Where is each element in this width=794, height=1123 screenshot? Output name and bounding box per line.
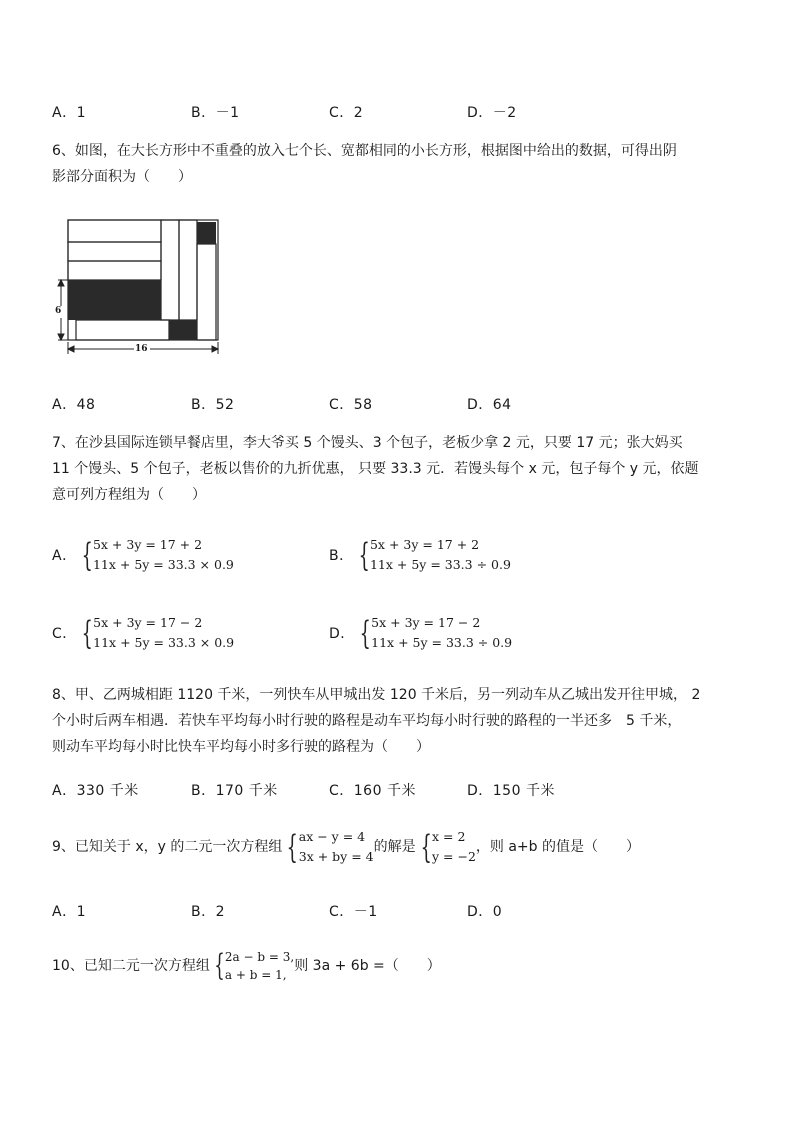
q10-suffix: 则 3a + 6b =（ ） <box>294 958 441 974</box>
q7-option-d-system <box>371 613 512 653</box>
brace-icon: { <box>359 614 371 652</box>
q7-option-d-label: D． <box>329 626 355 642</box>
q7-option-c-system <box>93 613 234 653</box>
q7-text-line3: 意可列方程组为（ ） <box>52 487 206 503</box>
q9-option-a: A．1 <box>52 904 86 920</box>
q9-option-c: C．－1 <box>329 904 378 920</box>
q9-suffix: ，则 a+b 的值是（ ） <box>475 839 641 855</box>
q10-system <box>225 948 294 984</box>
q8-option-c: C．160 千米 <box>329 783 416 799</box>
q7-option-b-eq2: 11x + 5y = 33.3 ÷ 0.9 <box>369 557 511 572</box>
q9-middle: 的解是 <box>373 839 416 855</box>
q7-option-d-eq2: 11x + 5y = 33.3 ÷ 0.9 <box>371 635 513 650</box>
q10-question <box>52 948 441 984</box>
q8-option-b: B．170 千米 <box>191 783 278 799</box>
q7-option-a-system <box>93 535 234 575</box>
q7-option-c-eq2: 11x + 5y = 33.3 × 0.9 <box>93 635 235 650</box>
q6-text-line2: 影部分面积为（ ） <box>52 169 192 185</box>
q6-option-c: C．58 <box>329 397 373 413</box>
q7-option-c-eq1: 5x + 3y = 17 − 2 <box>93 615 203 630</box>
q7-text-line2: 11 个馒头、5 个包子，老板以售价的九折优惠， 只要 33.3 元．若馒头每个 x 元，包子每个 y 元，依题 <box>52 461 699 477</box>
q9-option-d: D．0 <box>467 904 503 920</box>
small-rect-2 <box>68 242 161 261</box>
q9-solution <box>432 827 476 867</box>
q9-system <box>299 827 374 867</box>
q7-option-a-label: A． <box>52 548 77 564</box>
q8-option-d: D．150 千米 <box>467 783 555 799</box>
small-rect-7 <box>76 320 169 340</box>
small-rect-5 <box>179 220 197 320</box>
brace-icon: { <box>358 536 370 574</box>
q8-text-line3: 则动车平均每小时比快车平均每小时多行驶的路程为（ ） <box>52 739 430 755</box>
q5-option-b: B．－1 <box>191 105 240 121</box>
q9-prefix: 9、已知关于 x，y 的二元一次方程组 <box>52 839 283 855</box>
small-rect-4 <box>161 220 179 320</box>
q5-option-d: D．－2 <box>467 105 517 121</box>
brace-icon: { <box>81 614 93 652</box>
small-rect-1 <box>68 220 161 242</box>
q6-option-d: D．64 <box>467 397 512 413</box>
q8-text-line2: 个小时后两车相遇．若快车平均每小时行驶的路程是动车平均每小时行驶的路程的一半还多 5 千米， <box>52 713 682 729</box>
q7-option-c-label: C． <box>52 626 77 642</box>
q6-width-label: 16 <box>135 344 148 354</box>
q7-option-d-eq1: 5x + 3y = 17 − 2 <box>371 615 481 630</box>
q7-option-a <box>52 535 234 575</box>
shaded-area-left <box>68 280 161 320</box>
q7-option-c <box>52 613 234 653</box>
q10-prefix: 10、已知二元一次方程组 <box>52 958 210 974</box>
q9-system-eq1: ax − y = 4 <box>298 829 366 844</box>
q7-option-b-label: B． <box>329 548 354 564</box>
q8-option-a: A．330 千米 <box>52 783 139 799</box>
brace-icon: { <box>214 948 225 983</box>
q7-text-line1: 7、在沙县国际连锁早餐店里，李大爷买 5 个馒头、3 个包子，老板少拿 2 元，只要 17 元；张大妈买 <box>52 435 683 451</box>
q10-system-eq1: 2a − b = 3, <box>224 950 295 964</box>
q10-system-eq2: a + b = 1, <box>224 968 287 982</box>
brace-icon: { <box>420 828 432 866</box>
small-rect-3 <box>68 261 161 280</box>
brace-icon: { <box>81 536 93 574</box>
q7-option-b-system <box>370 535 511 575</box>
q9-solution-eq1: x = 2 <box>431 829 466 844</box>
q8-text-line1: 8、甲、乙两城相距 1120 千米，一列快车从甲城出发 120 千米后，另一列动车从乙城出发开往甲城， 2 <box>52 687 701 703</box>
q7-option-b <box>329 535 511 575</box>
shaded-area-bottom <box>169 320 197 340</box>
q9-option-b: B．2 <box>191 904 226 920</box>
brace-icon: { <box>286 828 299 866</box>
q7-option-a-eq2: 11x + 5y = 33.3 × 0.9 <box>92 557 234 572</box>
small-rect-6 <box>197 244 216 340</box>
q5-option-c: C．2 <box>329 105 364 121</box>
shaded-area-top-right <box>197 222 216 244</box>
q5-option-a: A．1 <box>52 105 86 121</box>
q6-height-label: 6 <box>55 306 62 316</box>
q6-text-line1: 6、如图，在大长方形中不重叠的放入七个长、宽都相同的小长方形，根据图中给出的数据，可得出阴 <box>52 143 677 159</box>
q7-option-b-eq1: 5x + 3y = 17 + 2 <box>369 537 480 552</box>
q9-system-eq2: 3x + by = 4 <box>298 849 374 864</box>
q6-option-a: A．48 <box>52 397 96 413</box>
q9-question <box>52 827 640 867</box>
q7-option-a-eq1: 5x + 3y = 17 + 2 <box>92 537 203 552</box>
q6-option-b: B．52 <box>191 397 235 413</box>
q9-solution-eq2: y = −2 <box>431 849 476 864</box>
q7-option-d <box>329 613 512 653</box>
q6-rectangle-figure <box>50 216 222 358</box>
